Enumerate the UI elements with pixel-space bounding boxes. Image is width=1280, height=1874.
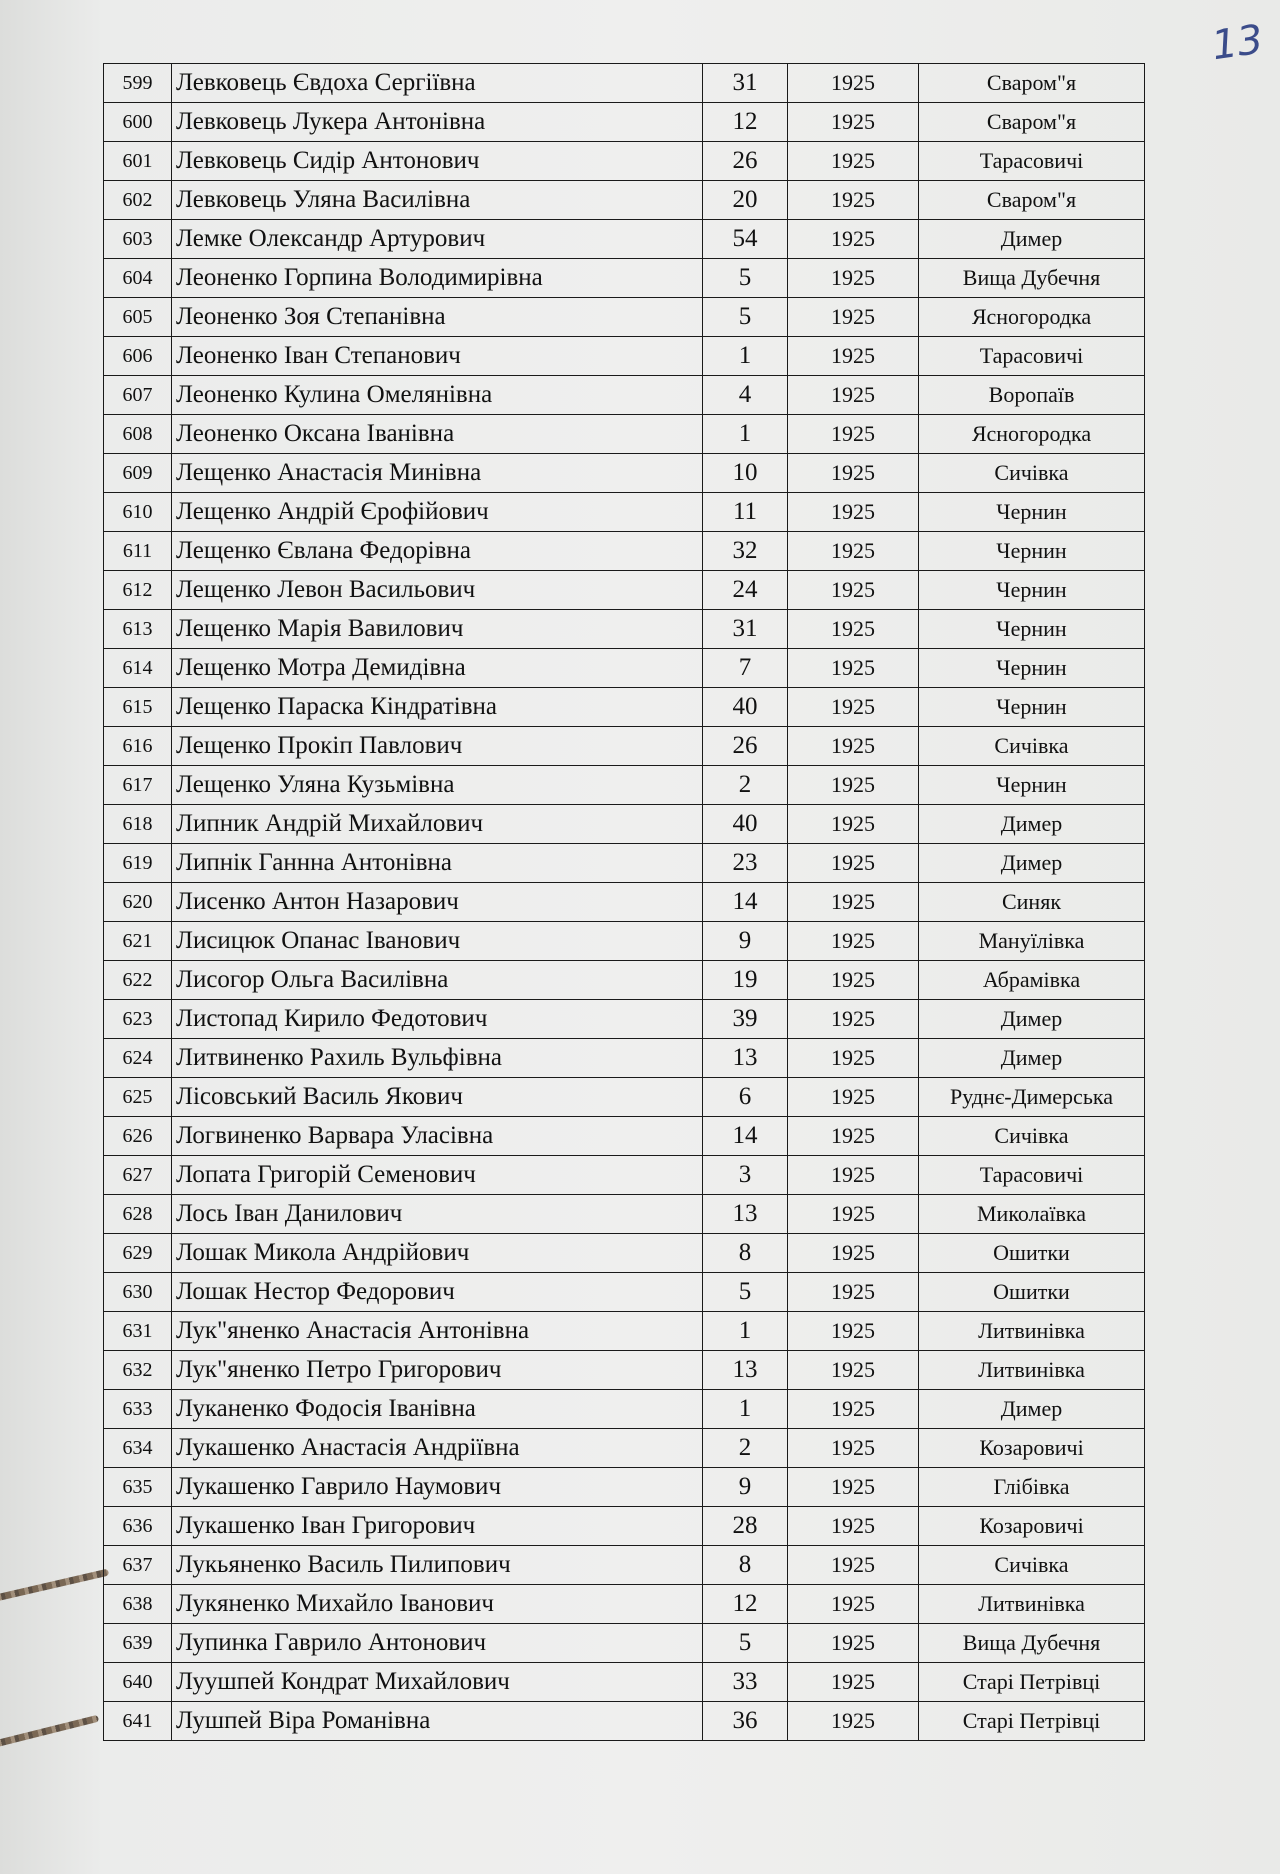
year-cell: 1925 xyxy=(788,1312,919,1351)
age-cell: 13 xyxy=(703,1039,788,1078)
age-cell: 24 xyxy=(703,571,788,610)
year-cell: 1925 xyxy=(788,337,919,376)
table-row xyxy=(104,1078,1145,1117)
year-cell: 1925 xyxy=(788,220,919,259)
table-row xyxy=(104,1585,1145,1624)
entry-number-cell: 622 xyxy=(104,961,172,1000)
village-cell: Глібівка xyxy=(919,1468,1145,1507)
entry-number-cell: 621 xyxy=(104,922,172,961)
handwritten-page-number: 13 xyxy=(1209,16,1266,70)
person-name-cell: Лещенко Євлана Федорівна xyxy=(172,532,703,571)
table-row xyxy=(104,181,1145,220)
year-cell: 1925 xyxy=(788,1351,919,1390)
table-row xyxy=(104,1312,1145,1351)
village-cell: Руднє-Димерська xyxy=(919,1078,1145,1117)
entry-number-cell: 637 xyxy=(104,1546,172,1585)
person-name-cell: Лещенко Мотра Демидівна xyxy=(172,649,703,688)
table-row xyxy=(104,1546,1145,1585)
village-cell: Ясногородка xyxy=(919,298,1145,337)
year-cell: 1925 xyxy=(788,181,919,220)
person-name-cell: Лисогор Ольга Василівна xyxy=(172,961,703,1000)
person-name-cell: Лещенко Марія Вавилович xyxy=(172,610,703,649)
entry-number-cell: 600 xyxy=(104,103,172,142)
village-cell: Сваром"я xyxy=(919,103,1145,142)
person-name-cell: Левковець Уляна Василівна xyxy=(172,181,703,220)
village-cell: Чернин xyxy=(919,610,1145,649)
person-name-cell: Липник Андрій Михайлович xyxy=(172,805,703,844)
age-cell: 1 xyxy=(703,415,788,454)
village-cell: Чернин xyxy=(919,493,1145,532)
person-name-cell: Лупинка Гаврило Антонович xyxy=(172,1624,703,1663)
person-name-cell: Лось Іван Данилович xyxy=(172,1195,703,1234)
table-row xyxy=(104,883,1145,922)
village-cell: Сваром"я xyxy=(919,64,1145,103)
village-cell: Литвинівка xyxy=(919,1585,1145,1624)
year-cell: 1925 xyxy=(788,571,919,610)
person-name-cell: Лещенко Левон Васильович xyxy=(172,571,703,610)
table-row xyxy=(104,103,1145,142)
year-cell: 1925 xyxy=(788,64,919,103)
village-cell: Тарасовичі xyxy=(919,337,1145,376)
entry-number-cell: 606 xyxy=(104,337,172,376)
entry-number-cell: 604 xyxy=(104,259,172,298)
person-name-cell: Левковець Лукера Антонівна xyxy=(172,103,703,142)
year-cell: 1925 xyxy=(788,688,919,727)
entry-number-cell: 603 xyxy=(104,220,172,259)
village-cell: Димер xyxy=(919,1039,1145,1078)
entry-number-cell: 599 xyxy=(104,64,172,103)
year-cell: 1925 xyxy=(788,1390,919,1429)
person-name-cell: Лукяненко Михайло Іванович xyxy=(172,1585,703,1624)
entry-number-cell: 614 xyxy=(104,649,172,688)
age-cell: 7 xyxy=(703,649,788,688)
age-cell: 13 xyxy=(703,1351,788,1390)
table-row xyxy=(104,805,1145,844)
year-cell: 1925 xyxy=(788,376,919,415)
year-cell: 1925 xyxy=(788,1273,919,1312)
village-cell: Чернин xyxy=(919,532,1145,571)
village-cell: Ясногородка xyxy=(919,415,1145,454)
entry-number-cell: 615 xyxy=(104,688,172,727)
person-name-cell: Лещенко Уляна Кузьмівна xyxy=(172,766,703,805)
table-row xyxy=(104,1117,1145,1156)
entry-number-cell: 630 xyxy=(104,1273,172,1312)
person-name-cell: Лопата Григорій Семенович xyxy=(172,1156,703,1195)
age-cell: 12 xyxy=(703,103,788,142)
age-cell: 54 xyxy=(703,220,788,259)
person-name-cell: Лукашенко Іван Григорович xyxy=(172,1507,703,1546)
table-row xyxy=(104,220,1145,259)
year-cell: 1925 xyxy=(788,1702,919,1741)
table-row xyxy=(104,571,1145,610)
person-name-cell: Лук"яненко Анастасія Антонівна xyxy=(172,1312,703,1351)
village-cell: Ошитки xyxy=(919,1273,1145,1312)
table-row xyxy=(104,1468,1145,1507)
year-cell: 1925 xyxy=(788,1078,919,1117)
entry-number-cell: 625 xyxy=(104,1078,172,1117)
village-cell: Воропаїв xyxy=(919,376,1145,415)
person-name-cell: Листопад Кирило Федотович xyxy=(172,1000,703,1039)
table-row xyxy=(104,1000,1145,1039)
village-cell: Димер xyxy=(919,1000,1145,1039)
person-name-cell: Леоненко Оксана Іванівна xyxy=(172,415,703,454)
entry-number-cell: 623 xyxy=(104,1000,172,1039)
person-name-cell: Лукашенко Гаврило Наумович xyxy=(172,1468,703,1507)
entry-number-cell: 632 xyxy=(104,1351,172,1390)
year-cell: 1925 xyxy=(788,1234,919,1273)
entry-number-cell: 627 xyxy=(104,1156,172,1195)
entry-number-cell: 638 xyxy=(104,1585,172,1624)
village-cell: Абрамівка xyxy=(919,961,1145,1000)
entry-number-cell: 626 xyxy=(104,1117,172,1156)
year-cell: 1925 xyxy=(788,103,919,142)
village-cell: Сичівка xyxy=(919,727,1145,766)
year-cell: 1925 xyxy=(788,961,919,1000)
entry-number-cell: 608 xyxy=(104,415,172,454)
year-cell: 1925 xyxy=(788,493,919,532)
age-cell: 5 xyxy=(703,259,788,298)
person-name-cell: Лошак Нестор Федорович xyxy=(172,1273,703,1312)
age-cell: 23 xyxy=(703,844,788,883)
binding-thread-lower xyxy=(0,1715,99,1748)
year-cell: 1925 xyxy=(788,922,919,961)
village-cell: Ошитки xyxy=(919,1234,1145,1273)
year-cell: 1925 xyxy=(788,1624,919,1663)
age-cell: 39 xyxy=(703,1000,788,1039)
year-cell: 1925 xyxy=(788,532,919,571)
village-cell: Миколаївка xyxy=(919,1195,1145,1234)
year-cell: 1925 xyxy=(788,649,919,688)
person-name-cell: Лісовський Василь Якович xyxy=(172,1078,703,1117)
entry-number-cell: 611 xyxy=(104,532,172,571)
table-row xyxy=(104,1702,1145,1741)
entry-number-cell: 610 xyxy=(104,493,172,532)
entry-number-cell: 618 xyxy=(104,805,172,844)
village-cell: Сваром"я xyxy=(919,181,1145,220)
village-cell: Тарасовичі xyxy=(919,142,1145,181)
year-cell: 1925 xyxy=(788,805,919,844)
person-name-cell: Лукьяненко Василь Пилипович xyxy=(172,1546,703,1585)
village-cell: Козаровичі xyxy=(919,1429,1145,1468)
table-row xyxy=(104,259,1145,298)
age-cell: 13 xyxy=(703,1195,788,1234)
village-cell: Литвинівка xyxy=(919,1312,1145,1351)
table-row xyxy=(104,1507,1145,1546)
age-cell: 4 xyxy=(703,376,788,415)
person-name-cell: Лошак Микола Андрійович xyxy=(172,1234,703,1273)
age-cell: 32 xyxy=(703,532,788,571)
village-cell: Литвинівка xyxy=(919,1351,1145,1390)
table-row xyxy=(104,493,1145,532)
person-name-cell: Лук"яненко Петро Григорович xyxy=(172,1351,703,1390)
village-cell: Чернин xyxy=(919,688,1145,727)
year-cell: 1925 xyxy=(788,1507,919,1546)
year-cell: 1925 xyxy=(788,610,919,649)
table-row xyxy=(104,1390,1145,1429)
table-row xyxy=(104,1624,1145,1663)
person-name-cell: Леоненко Іван Степанович xyxy=(172,337,703,376)
entry-number-cell: 634 xyxy=(104,1429,172,1468)
year-cell: 1925 xyxy=(788,1195,919,1234)
age-cell: 2 xyxy=(703,1429,788,1468)
table-row xyxy=(104,298,1145,337)
village-cell: Димер xyxy=(919,220,1145,259)
table-row xyxy=(104,142,1145,181)
village-cell: Чернин xyxy=(919,766,1145,805)
table-row xyxy=(104,610,1145,649)
year-cell: 1925 xyxy=(788,766,919,805)
table-row xyxy=(104,1195,1145,1234)
table-row xyxy=(104,532,1145,571)
age-cell: 5 xyxy=(703,298,788,337)
age-cell: 12 xyxy=(703,1585,788,1624)
table-row xyxy=(104,688,1145,727)
age-cell: 40 xyxy=(703,805,788,844)
table-row xyxy=(104,454,1145,493)
age-cell: 14 xyxy=(703,1117,788,1156)
village-cell: Чернин xyxy=(919,571,1145,610)
table-row xyxy=(104,766,1145,805)
entry-number-cell: 607 xyxy=(104,376,172,415)
entry-number-cell: 639 xyxy=(104,1624,172,1663)
year-cell: 1925 xyxy=(788,1546,919,1585)
table-row xyxy=(104,1429,1145,1468)
village-cell: Димер xyxy=(919,844,1145,883)
binding-thread-upper xyxy=(0,1569,109,1603)
year-cell: 1925 xyxy=(788,1156,919,1195)
entry-number-cell: 620 xyxy=(104,883,172,922)
year-cell: 1925 xyxy=(788,1585,919,1624)
registry-table-body xyxy=(104,64,1145,1741)
person-name-cell: Леоненко Горпина Володимирівна xyxy=(172,259,703,298)
person-name-cell: Лушпей Віра Романівна xyxy=(172,1702,703,1741)
age-cell: 10 xyxy=(703,454,788,493)
entry-number-cell: 624 xyxy=(104,1039,172,1078)
entry-number-cell: 628 xyxy=(104,1195,172,1234)
person-name-cell: Луканенко Фодосія Іванівна xyxy=(172,1390,703,1429)
village-cell: Сичівка xyxy=(919,1546,1145,1585)
age-cell: 14 xyxy=(703,883,788,922)
person-name-cell: Лещенко Параска Кіндратівна xyxy=(172,688,703,727)
table-row xyxy=(104,844,1145,883)
table-row xyxy=(104,727,1145,766)
person-name-cell: Логвиненко Варвара Уласівна xyxy=(172,1117,703,1156)
year-cell: 1925 xyxy=(788,1039,919,1078)
village-cell: Козаровичі xyxy=(919,1507,1145,1546)
table-row xyxy=(104,415,1145,454)
table-row xyxy=(104,922,1145,961)
person-name-cell: Литвиненко Рахиль Вульфівна xyxy=(172,1039,703,1078)
person-name-cell: Левковець Сидір Антонович xyxy=(172,142,703,181)
table-row xyxy=(104,1039,1145,1078)
table-row xyxy=(104,1663,1145,1702)
entry-number-cell: 612 xyxy=(104,571,172,610)
year-cell: 1925 xyxy=(788,727,919,766)
age-cell: 20 xyxy=(703,181,788,220)
village-cell: Сичівка xyxy=(919,454,1145,493)
village-cell: Старі Петрівці xyxy=(919,1663,1145,1702)
person-name-cell: Лукашенко Анастасія Андріївна xyxy=(172,1429,703,1468)
entry-number-cell: 602 xyxy=(104,181,172,220)
age-cell: 9 xyxy=(703,1468,788,1507)
year-cell: 1925 xyxy=(788,142,919,181)
person-name-cell: Лещенко Анастасія Минівна xyxy=(172,454,703,493)
age-cell: 1 xyxy=(703,1390,788,1429)
entry-number-cell: 616 xyxy=(104,727,172,766)
age-cell: 26 xyxy=(703,727,788,766)
person-name-cell: Лемке Олександр Артурович xyxy=(172,220,703,259)
year-cell: 1925 xyxy=(788,1117,919,1156)
entry-number-cell: 617 xyxy=(104,766,172,805)
table-row xyxy=(104,1156,1145,1195)
person-name-cell: Леоненко Зоя Степанівна xyxy=(172,298,703,337)
village-cell: Старі Петрівці xyxy=(919,1702,1145,1741)
entry-number-cell: 609 xyxy=(104,454,172,493)
village-cell: Синяк xyxy=(919,883,1145,922)
entry-number-cell: 635 xyxy=(104,1468,172,1507)
entry-number-cell: 619 xyxy=(104,844,172,883)
entry-number-cell: 629 xyxy=(104,1234,172,1273)
entry-number-cell: 631 xyxy=(104,1312,172,1351)
age-cell: 5 xyxy=(703,1624,788,1663)
village-cell: Димер xyxy=(919,805,1145,844)
age-cell: 33 xyxy=(703,1663,788,1702)
age-cell: 19 xyxy=(703,961,788,1000)
age-cell: 1 xyxy=(703,337,788,376)
entry-number-cell: 640 xyxy=(104,1663,172,1702)
age-cell: 28 xyxy=(703,1507,788,1546)
age-cell: 2 xyxy=(703,766,788,805)
age-cell: 31 xyxy=(703,610,788,649)
age-cell: 26 xyxy=(703,142,788,181)
year-cell: 1925 xyxy=(788,259,919,298)
village-cell: Вища Дубечня xyxy=(919,259,1145,298)
age-cell: 1 xyxy=(703,1312,788,1351)
entry-number-cell: 601 xyxy=(104,142,172,181)
age-cell: 11 xyxy=(703,493,788,532)
table-row xyxy=(104,1234,1145,1273)
age-cell: 31 xyxy=(703,64,788,103)
age-cell: 5 xyxy=(703,1273,788,1312)
entry-number-cell: 613 xyxy=(104,610,172,649)
person-name-cell: Левковець Євдоха Сергіївна xyxy=(172,64,703,103)
age-cell: 40 xyxy=(703,688,788,727)
year-cell: 1925 xyxy=(788,1429,919,1468)
entry-number-cell: 605 xyxy=(104,298,172,337)
person-name-cell: Лисенко Антон Назарович xyxy=(172,883,703,922)
person-name-cell: Липнік Ганнна Антонівна xyxy=(172,844,703,883)
table-row xyxy=(104,1273,1145,1312)
year-cell: 1925 xyxy=(788,1468,919,1507)
entry-number-cell: 641 xyxy=(104,1702,172,1741)
table-row xyxy=(104,337,1145,376)
year-cell: 1925 xyxy=(788,1000,919,1039)
age-cell: 8 xyxy=(703,1234,788,1273)
entry-number-cell: 633 xyxy=(104,1390,172,1429)
person-name-cell: Лисицюк Опанас Іванович xyxy=(172,922,703,961)
year-cell: 1925 xyxy=(788,1663,919,1702)
person-name-cell: Луушпей Кондрат Михайлович xyxy=(172,1663,703,1702)
village-cell: Сичівка xyxy=(919,1117,1145,1156)
age-cell: 36 xyxy=(703,1702,788,1741)
age-cell: 3 xyxy=(703,1156,788,1195)
year-cell: 1925 xyxy=(788,298,919,337)
table-row xyxy=(104,1351,1145,1390)
village-cell: Мануїлівка xyxy=(919,922,1145,961)
village-cell: Димер xyxy=(919,1390,1145,1429)
registry-table xyxy=(103,63,1145,1741)
village-cell: Вища Дубечня xyxy=(919,1624,1145,1663)
person-name-cell: Леоненко Кулина Омелянівна xyxy=(172,376,703,415)
year-cell: 1925 xyxy=(788,844,919,883)
table-row xyxy=(104,376,1145,415)
table-row xyxy=(104,64,1145,103)
age-cell: 8 xyxy=(703,1546,788,1585)
table-row xyxy=(104,961,1145,1000)
age-cell: 6 xyxy=(703,1078,788,1117)
age-cell: 9 xyxy=(703,922,788,961)
year-cell: 1925 xyxy=(788,454,919,493)
person-name-cell: Лещенко Прокіп Павлович xyxy=(172,727,703,766)
village-cell: Тарасовичі xyxy=(919,1156,1145,1195)
table-row xyxy=(104,649,1145,688)
year-cell: 1925 xyxy=(788,415,919,454)
person-name-cell: Лещенко Андрій Єрофійович xyxy=(172,493,703,532)
village-cell: Чернин xyxy=(919,649,1145,688)
year-cell: 1925 xyxy=(788,883,919,922)
entry-number-cell: 636 xyxy=(104,1507,172,1546)
